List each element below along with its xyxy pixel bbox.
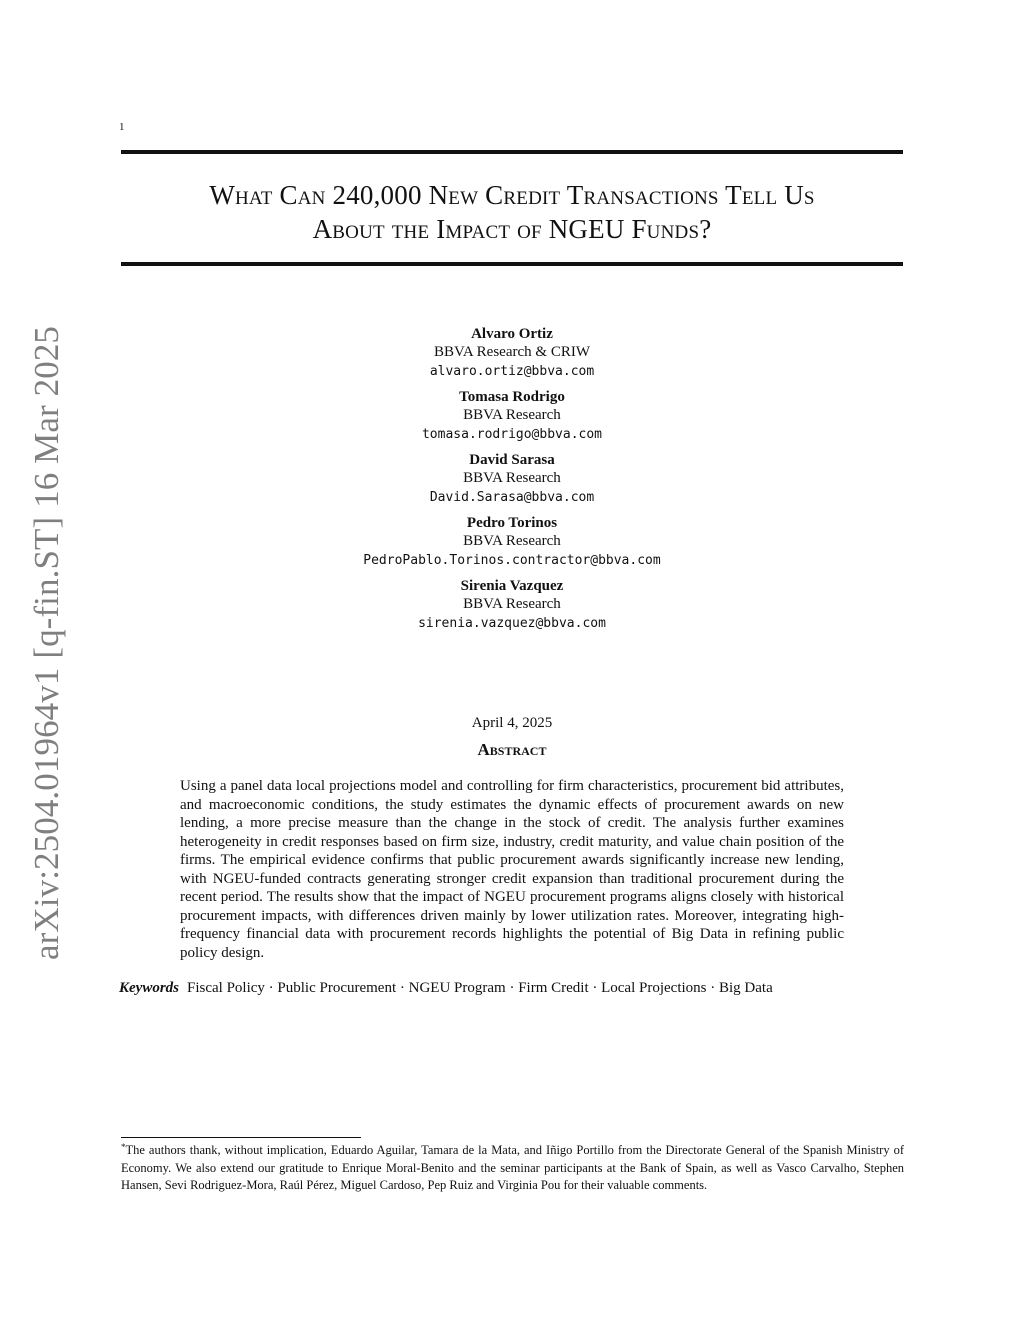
author-name: Sirenia Vazquez bbox=[460, 578, 564, 594]
author-name: Alvaro Ortiz bbox=[471, 326, 553, 342]
author-affiliation: BBVA Research bbox=[463, 533, 561, 549]
abstract-text: Using a panel data local projections model and controlling for firm characteristics, procurement bid attributes, and macroeconomic conditions, the study estimates the dynamic effects of procurement awards on new lending, a more precise measure than the change in the stock of credit. The analysis further examines heterogeneity in credit responses based on firm size, industry, credit maturity, and value chain position of the firms. The empirical evidence confirms that public procurement awards significantly increase new lending, with NGEU-funded contracts generating stronger credit expansion than traditional procurement during the recent period. The results show that the impact of NGEU procurement programs aligns closely with historical procurement impacts, with differences driven mainly by lower utilization rates. Moreover, integrating high-frequency financial data with procurement records highlights the potential of Big Data in refining public policy design. bbox=[180, 778, 844, 961]
footnote-text: The authors thank, without implication, Eduardo Aguilar, Tamara de la Mata, and Iñigo Portillo from the Directorate General of the Spanish Ministry of Economy. We also extend our gratitude to Enrique Moral-Benito and the seminar participants at the Bank of Spain, as well as Vasco Carvalho, Stephen Hansen, Sevi Rodriguez-Mora, Raúl Pérez, Miguel Cardoso, Pep Ruiz and Virginia Pou for their valuable comments. bbox=[121, 1143, 904, 1192]
paper-title bbox=[121, 178, 903, 246]
page-number: 1 bbox=[119, 121, 125, 133]
author-list bbox=[121, 325, 903, 640]
author-affiliation: BBVA Research & CRIW bbox=[434, 344, 590, 360]
abstract-heading: Abstract bbox=[477, 740, 547, 759]
title-top-rule bbox=[121, 150, 903, 154]
author-email[interactable]: sirenia.vazquez@bbva.com bbox=[418, 616, 606, 631]
keywords-list: Fiscal Policy · Public Procurement · NGEU Program · Firm Credit · Local Projections · Big Data bbox=[187, 980, 773, 996]
author-block bbox=[121, 577, 903, 633]
acknowledgement-footnote bbox=[121, 1142, 904, 1195]
author-email[interactable]: David.Sarasa@bbva.com bbox=[429, 490, 595, 505]
author-affiliation: BBVA Research bbox=[463, 596, 561, 612]
author-email[interactable]: alvaro.ortiz@bbva.com bbox=[429, 364, 595, 379]
author-affiliation: BBVA Research bbox=[463, 470, 561, 486]
keywords-line bbox=[119, 979, 904, 997]
author-block bbox=[121, 388, 903, 444]
author-block bbox=[121, 514, 903, 570]
author-email[interactable]: tomasa.rodrigo@bbva.com bbox=[421, 427, 602, 442]
author-email[interactable]: PedroPablo.Torinos.contractor@bbva.com bbox=[363, 553, 661, 568]
arxiv-identifier-stamp: arXiv:2504.01964v1 [q-fin.ST] 16 Mar 2025 bbox=[27, 325, 66, 960]
author-name: Tomasa Rodrigo bbox=[459, 389, 565, 405]
paper-title-line-2: About the Impact of NGEU Funds? bbox=[312, 214, 712, 244]
title-bottom-rule bbox=[121, 262, 903, 266]
footnote-mark: * bbox=[121, 1142, 126, 1152]
author-block bbox=[121, 325, 903, 381]
author-block bbox=[121, 451, 903, 507]
author-name: David Sarasa bbox=[469, 452, 555, 468]
publication-date: April 4, 2025 bbox=[471, 715, 553, 731]
author-name: Pedro Torinos bbox=[466, 515, 558, 531]
paper-title-line-1: What Can 240,000 New Credit Transactions Tell Us bbox=[209, 180, 815, 210]
author-affiliation: BBVA Research bbox=[463, 407, 561, 423]
footnote-rule bbox=[121, 1137, 361, 1138]
keywords-label: Keywords bbox=[119, 980, 179, 996]
